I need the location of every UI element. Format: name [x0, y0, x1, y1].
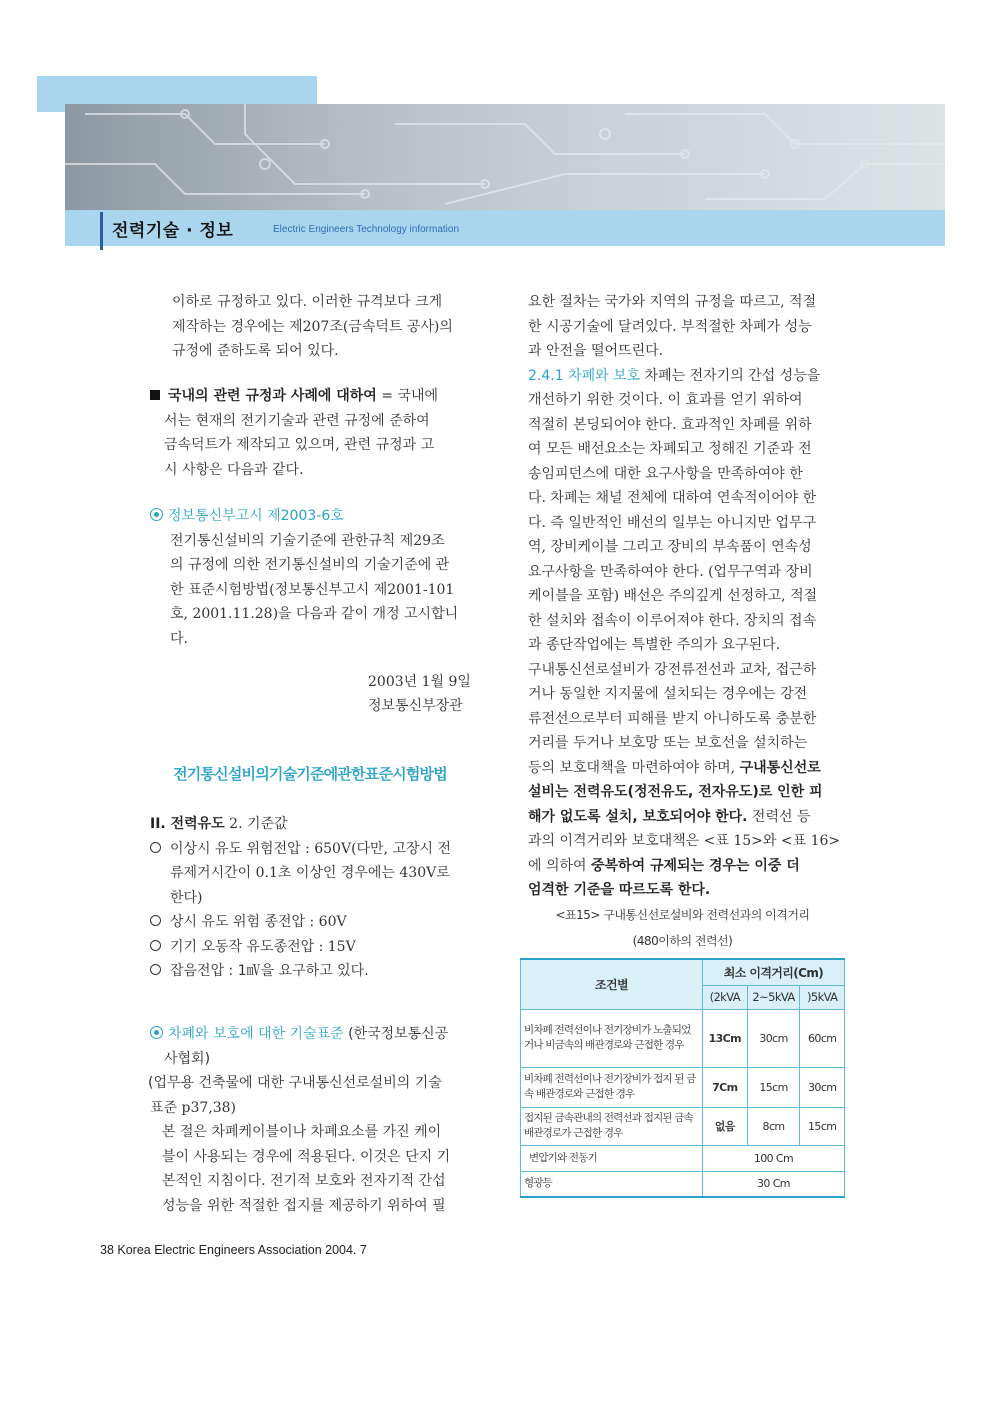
text-fragment: 표준 — [150, 1099, 178, 1116]
header-circuit-banner — [65, 104, 945, 210]
text-line: 사협회) — [164, 1050, 211, 1067]
text-line: 한 표준시험방법(정보통신부고시 제2001-101 — [170, 581, 455, 598]
text-fragment: 등의 보호대책을 마련하여야 하며, — [528, 759, 740, 776]
text-line — [150, 1022, 472, 1047]
text-line: 전기통신설비의 기술기준에 관한규칙 제29조 — [170, 532, 445, 549]
text-line: 한 설치와 접속이 이루어져야 한다. 장치의 접속 — [528, 612, 817, 629]
text-line — [150, 812, 472, 837]
text-fragment: p37,38) — [177, 1099, 237, 1116]
text-line — [528, 364, 844, 389]
header-col-2: 2~5kVA — [747, 985, 800, 1009]
text-fragment: 기기 오동작 유도종전압 : 15V — [170, 938, 356, 955]
table-cell: 형광등 — [521, 1171, 703, 1197]
text-line: 거리를 두거나 보호망 또는 보호선을 설치하는 — [528, 735, 808, 751]
table-cell: 변압기와 전동기 — [521, 1145, 703, 1171]
section-heading: II. 전력유도 — [150, 816, 225, 832]
table-cell: 비차폐 전력선이나 전기장비가 노출되었거나 비금속의 배관경로와 근접한 경우 — [521, 1009, 703, 1067]
target-bullet-icon — [150, 508, 163, 521]
text-line: 거나 동일한 지지물에 설치되는 경우에는 강전 — [528, 686, 808, 702]
text-line — [528, 756, 844, 781]
notice-block — [150, 504, 472, 651]
text-line: 과 종단작업에는 특별한 주의가 요구된다. — [528, 637, 781, 653]
text-line: 적절히 본딩되어야 한다. 효과적인 차폐를 위하 — [528, 416, 812, 433]
text-fragment: 해가 없도록 설치, 보호되어야 한다. — [528, 808, 748, 825]
list-item — [150, 837, 472, 862]
text-line: 블이 사용되는 경우에 적용된다. 이것은 단지 기 — [162, 1148, 451, 1165]
right-paragraph-1 — [528, 290, 844, 903]
table-cell: 30cm — [800, 1067, 845, 1107]
text-line: 류제거시간이 0.1초 이상인 경우에는 430V로 — [170, 865, 450, 881]
list-item — [150, 910, 472, 935]
text-fragment: 이상시 유도 위험전압 : 650V(다만, 고장시 전 — [170, 840, 452, 857]
text-line: 요구사항을 만족하여야 한다. (업무구역과 장비 — [528, 563, 813, 580]
text-line: 제작하는 경우에는 제207조(금속덕트 공사)의 — [172, 318, 453, 335]
table-cell: 비차폐 전력선이나 전기장비가 접지 된 금속 배관경로와 근접한 경우 — [521, 1067, 703, 1107]
table-cell: 없음 — [702, 1107, 747, 1145]
table-header-row — [521, 959, 845, 985]
text-line: 류전선으로부터 피해를 받지 아니하도록 충분한 — [528, 710, 817, 727]
section-subtitle: Electric Engineers Technology information — [273, 224, 460, 235]
text-line: 송임피던스에 대한 요구사항을 만족하여야 한 — [528, 465, 803, 482]
text-line — [528, 854, 844, 879]
circuit-board-image — [65, 104, 945, 210]
table-cell: 7Cm — [702, 1067, 747, 1107]
text-line — [148, 1071, 472, 1096]
text-line: 호, 2001.11.28)을 다음과 같이 개정 고시합니 — [170, 606, 459, 622]
text-line: 여 모든 배선요소는 차폐되고 정해진 기준과 전 — [528, 441, 812, 457]
table-row — [521, 1067, 845, 1107]
text-line: 엄격한 기준을 따르도록 한다. — [528, 882, 711, 898]
table-cell: 60cm — [800, 1009, 845, 1067]
text-line — [150, 1096, 472, 1121]
power-induction-section — [150, 812, 472, 984]
header-condition: 조건별 — [521, 959, 703, 1009]
text-line: 케이블을 포함) 배선은 주의깊게 선정하고, 적절 — [528, 588, 818, 604]
list-item — [150, 935, 472, 960]
table-cell: 13Cm — [702, 1009, 747, 1067]
text-fragment: = 국내에 — [376, 388, 439, 404]
circle-bullet-icon — [150, 964, 161, 975]
circle-bullet-icon — [150, 915, 161, 926]
notice-title: 정보통신부고시 제2003-6호 — [168, 508, 344, 524]
text-fragment: 2. 기준값 — [224, 816, 288, 832]
text-fragment: 차폐는 전자기의 간섭 성능을 — [640, 367, 821, 384]
table-cell: 15cm — [747, 1067, 800, 1107]
text-line: 다. 즉 일반적인 배선의 일부는 아니지만 업무구 — [528, 514, 817, 531]
text-line: 본 절은 차폐케이블이나 차폐요소를 가진 케이 — [162, 1124, 442, 1140]
table-caption-sub: (480이하의 전력선) — [632, 934, 733, 948]
table-cell: 15cm — [800, 1107, 845, 1145]
table-row — [521, 1009, 845, 1067]
circle-bullet-icon — [150, 940, 161, 951]
square-bullet-icon — [150, 390, 160, 400]
domestic-regulations-paragraph — [150, 384, 472, 482]
table-row — [521, 1107, 845, 1145]
domestic-regulations-heading: 국내의 관련 규정과 사례에 대하여 — [168, 388, 377, 404]
table-cell: 접지된 금속관내의 전력선과 접지된 금속배관경로가 근접한 경우 — [521, 1107, 703, 1145]
text-fragment: 상시 유도 위험 종전압 : 60V — [170, 914, 347, 930]
table-cell: 30 Cm — [702, 1171, 844, 1197]
text-line: 개선하기 위한 것이다. 이 효과를 얻기 위하여 — [528, 392, 803, 408]
text-fragment: 전력선 등 — [747, 808, 811, 825]
text-line — [528, 805, 844, 830]
text-line: 이하로 규정하고 있다. 이러한 규격보다 크게 — [172, 294, 443, 310]
table-row — [521, 1145, 845, 1171]
text-line: 서는 현재의 전기기술과 관련 규정에 준하여 — [164, 412, 430, 429]
notice-signer: 정보통신부장관 — [368, 698, 463, 714]
text-line: 시 사항은 다음과 같다. — [164, 461, 304, 478]
subsection-title: 2.4.1 차폐와 보호 — [528, 367, 641, 384]
text-line: 역, 장비케이블 그리고 장비의 부속품이 연속성 — [528, 539, 812, 555]
header-min-distance: 최소 이격거리(Cm) — [702, 959, 844, 985]
header-col-3: )5kVA — [800, 985, 845, 1009]
text-line — [150, 384, 472, 409]
text-line: 과의 이격거리와 보호대책은 <표 15>와 <표 16> — [528, 833, 841, 849]
text-line: 성능을 위한 적절한 접지를 제공하기 위하여 필 — [162, 1197, 446, 1214]
text-line: 과 안전을 떨어뜨린다. — [528, 343, 664, 359]
target-bullet-icon — [150, 1026, 163, 1039]
text-line: 금속덕트가 제작되고 있으며, 관련 규정과 고 — [164, 437, 435, 453]
table-caption: <표15> 구내통신선로설비와 전력선과의 이격거리 — [555, 908, 810, 922]
table-row — [521, 1171, 845, 1197]
text-line: 설비는 전력유도(정전유도, 전자유도)로 인한 피 — [528, 784, 823, 800]
text-fragment: 에 의하여 — [528, 857, 591, 874]
text-line: 다. — [170, 630, 188, 647]
header-divider — [100, 212, 103, 250]
shielding-standard-title: 차폐와 보호에 대한 기술표준 — [168, 1026, 344, 1042]
text-line: 규정에 준하도록 되어 있다. — [172, 343, 339, 359]
header-col-1: (2kVA — [702, 985, 747, 1009]
left-paragraph-1 — [172, 290, 472, 364]
text-fragment: 잡음전압 : 1㎷을 요구하고 있다. — [170, 963, 369, 979]
text-line: 한 시공기술에 달려있다. 부적절한 차폐가 성능 — [528, 318, 812, 335]
text-fragment: 구내통신선로 — [739, 759, 821, 776]
circle-bullet-icon — [150, 842, 161, 853]
text-line: 의 규정에 의한 전기통신설비의 기술기준에 관 — [170, 557, 450, 573]
text-line — [150, 504, 472, 529]
standard-test-heading: 전기통신설비의기술기준에관한표준시험방법 — [173, 765, 447, 783]
table-cell: 8cm — [747, 1107, 800, 1145]
table-cell: 100 Cm — [702, 1145, 844, 1171]
text-line: 한다) — [170, 889, 203, 906]
text-line: 요한 절차는 국가와 지역의 규정을 따르고, 적절 — [528, 294, 817, 310]
text-line: 다. 차폐는 채널 전체에 대하여 연속적이어야 한 — [528, 490, 817, 506]
shielding-standard-block — [150, 1022, 472, 1218]
text-line: 구내통신선로설비가 강전류전선과 교차, 접근하 — [528, 661, 817, 678]
page-footer: 38 Korea Electric Engineers Association 2004. 7 — [100, 1243, 367, 1257]
text-line: 본적인 지침이다. 전기적 보호와 전자기적 간섭 — [162, 1173, 446, 1189]
text-fragment: 중복하여 규제되는 경우는 이중 더 — [591, 857, 800, 874]
list-item — [150, 959, 472, 984]
text-fragment: (한국정보통신공 — [343, 1026, 449, 1042]
notice-date: 2003년 1월 9일 — [368, 674, 471, 690]
reference-title: (업무용 건축물에 대한 구내통신선로설비의 기술 — [148, 1075, 442, 1091]
separation-distance-table — [520, 958, 845, 1198]
table-cell: 30cm — [747, 1009, 800, 1067]
section-title: 전력기술 · 정보 — [112, 221, 234, 241]
